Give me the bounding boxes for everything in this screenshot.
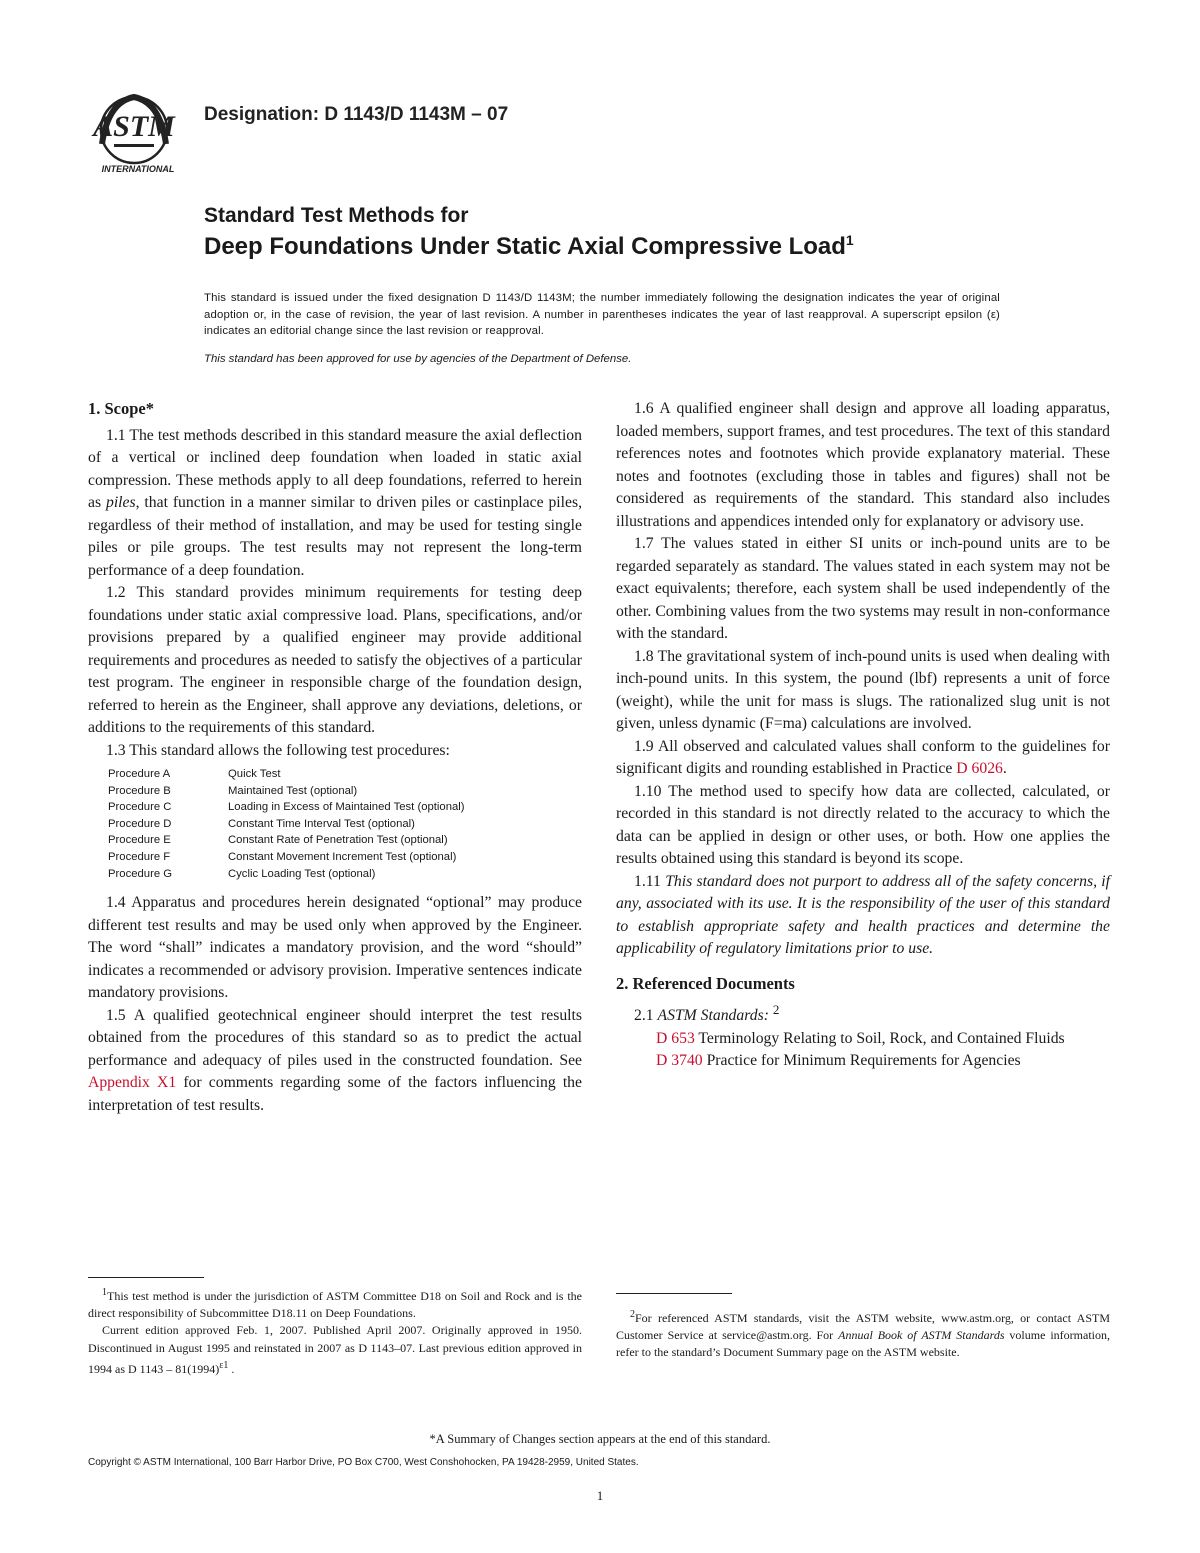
d6026-link[interactable]: D 6026 <box>956 760 1003 777</box>
left-footnotes <box>88 1277 582 1378</box>
footnote-1-p1: $^1$This test method is under the jurisdiction of ASTM Committee D18 on Soil and Rock and is the direct responsibility of Subcommittee D18.11 on Deep Foundations. <box>88 1287 582 1321</box>
scope-heading: 1. Scope* <box>88 399 154 418</box>
para-1-2: 1.2 This standard provides minimum requirements for testing deep foundations under static axial compressive load. Plans, specifications, and/or provisions prepared by a qualified engineer may provide additional requirements and procedures as needed to satisfy the objectives of a particular test program. The engineer in responsible charge of the foundation design, referred to herein as the Engineer, shall approve any deviations, deletions, or additions to the requirements of this standard. <box>88 584 582 736</box>
footnote-rule <box>88 1277 204 1278</box>
page-number: 1 <box>596 1488 604 1503</box>
para-1-6: 1.6 A qualified engineer shall design and approve all loading apparatus, loaded members, support frames, and test procedures. The text of this standard references notes and footnotes which provide explanatory material. These notes and footnotes (excluding those in tables and figures) shall not be considered as requirements of the standard. This standard also includes illustrations and appendices intended only for explanatory or advisory use. <box>616 400 1110 530</box>
para-1-1: 1.1 The test methods described in this standard measure the axial deflection of a vertical or inclined deep foundation when loaded in static axial compression. These methods apply to all deep foundations, referred to herein as piles, that function in a manner similar to driven piles or castinplace piles, regardless of their method of installation, and may be used for testing single piles or pile groups. The test results may not represent the long-term performance of a deep foundation. <box>88 426 582 579</box>
reference-d3740: D 3740 Practice for Minimum Requirements for Agencies <box>656 1052 1021 1070</box>
para-1-4: 1.4 Apparatus and procedures herein designated “optional” may produce different test results and may be used only when approved by the Engineer. The word “shall” indicates a mandatory provision, and the word “should” indicates a recommended or advisory provision. Imperative sentences indicate mandatory provisions. <box>88 894 582 1002</box>
procedure-row: Procedure A Quick Test <box>108 768 281 780</box>
para-1-7: 1.7 The values stated in either SI units or inch-pound units are to be regarded separately as standard. The values stated in each system may not be exact equivalents; therefore, each system shall be used independently of the other. Combining values from the two systems may result in non-conformance with the standard. <box>616 535 1110 642</box>
title-line-2 <box>204 232 854 261</box>
procedure-row: Procedure D Constant Time Interval Test (optional) <box>108 817 415 830</box>
title-footnote-mark: 1 <box>845 232 854 248</box>
para-1-3: 1.3 This standard allows the following test procedures: <box>106 741 450 759</box>
references-heading: 2. Referenced Documents <box>616 973 795 993</box>
footnote-1-p2: Current edition approved Feb. 1, 2007. Published April 2007. Originally approved in 1950. Discontinued in August 1995 and reinstated in 2007 as D 1143–07. Last previous edition approved in 1994 as D $1143 - 81(1994)^{\varepsilon 1}$ . <box>88 1323 582 1376</box>
svg-text:ASTM: ASTM <box>93 110 175 143</box>
reference-d653: D 653 Terminology Relating to Soil, Rock, and Contained Fluids <box>656 1029 1065 1047</box>
designation: Designation: D 1143/D 1143M – 07 <box>204 104 509 125</box>
astm-logo <box>88 92 188 176</box>
procedure-row: Procedure E Constant Rate of Penetration Test (optional) <box>108 834 448 847</box>
procedure-row: Procedure B Maintained Test (optional) <box>108 784 358 797</box>
right-footnotes <box>616 1293 1110 1362</box>
logo-text: INTERNATIONAL <box>101 164 175 174</box>
procedures-table <box>108 766 465 882</box>
procedure-row: Procedure C Loading in Excess of Maintained Test (optional) <box>108 801 465 814</box>
right-column <box>616 398 1110 1073</box>
d653-link[interactable]: D 653 <box>656 1029 695 1047</box>
dod-note: This standard has been approved for use by agencies of the Department of Defense. <box>204 353 632 365</box>
issue-note: This standard is issued under the fixed designation D 1143/D 1143M; the number immediately following the designation indicates the year of original adoption or, in the case of revision, the year of last revision. A number in parentheses indicates the year of last reapproval. A superscript epsilon (ε) indicates an editorial change since the last revision or reapproval. <box>204 292 1000 337</box>
para-1-11: 1.11 This standard does not purport to address all of the safety concerns, if any, associated with its use. It is the responsibility of the user of this standard to establish appropriate safety and health practices and determine the applicability of regulatory limitations prior to use. <box>616 872 1111 957</box>
procedure-row: Procedure F Constant Movement Increment Test (optional) <box>108 850 457 863</box>
para-2-1: 2.1 ASTM Standards: $^2$ <box>634 1002 780 1025</box>
title-main: Deep Foundations Under Static Axial Compressive Load <box>204 233 846 260</box>
footnote-rule <box>616 1293 732 1294</box>
d3740-link[interactable]: D 3740 <box>656 1052 703 1070</box>
summary-note: *A Summary of Changes section appears at the end of this standard. <box>429 1432 771 1446</box>
procedure-row: Procedure G Cyclic Loading Test (optional) <box>108 867 376 880</box>
para-1-9: 1.9 All observed and calculated values shall conform to the guidelines for significant digits and rounding established in Practice D 6026. <box>616 737 1110 777</box>
appendix-x1-link[interactable]: Appendix X1 <box>88 1074 177 1092</box>
footnote-2: $^2$For referenced ASTM standards, visit the ASTM website, www.astm.org, or contact ASTM Customer Service at service@astm.org. For Annual Book of ASTM Standards volume information, refer to the standard’s Document Summary page on the ASTM website. <box>616 1309 1111 1360</box>
para-1-5: 1.5 A qualified geotechnical engineer should interpret the test results obtained from the procedures of this standard so as to predict the actual performance and adequacy of piles used in the constructed foundation. See Appendix X1 for comments regarding some of the factors influencing the interpretation of test results. <box>88 1006 582 1114</box>
title-line-1: Standard Test Methods for <box>204 204 469 227</box>
para-1-10: 1.10 The method used to specify how data are collected, calculated, or recorded in this standard is not directly related to the accuracy to which the data can be applied in design or other uses, or both. How one applies the results obtained using this standard is beyond its scope. <box>616 782 1110 867</box>
left-column <box>88 398 582 1117</box>
para-1-8: 1.8 The gravitational system of inch-pound units is used when dealing with inch-pound units. In this system, the pound (lbf) represents a unit of force (weight), while the unit for mass is slugs. The rationalized slug unit is not given, unless dynamic (F=ma) calculations are involved. <box>616 647 1110 732</box>
copyright: Copyright © ASTM International, 100 Barr Harbor Drive, PO Box C700, West Conshohocken, PA 19428-2959, United States. <box>88 1457 639 1468</box>
